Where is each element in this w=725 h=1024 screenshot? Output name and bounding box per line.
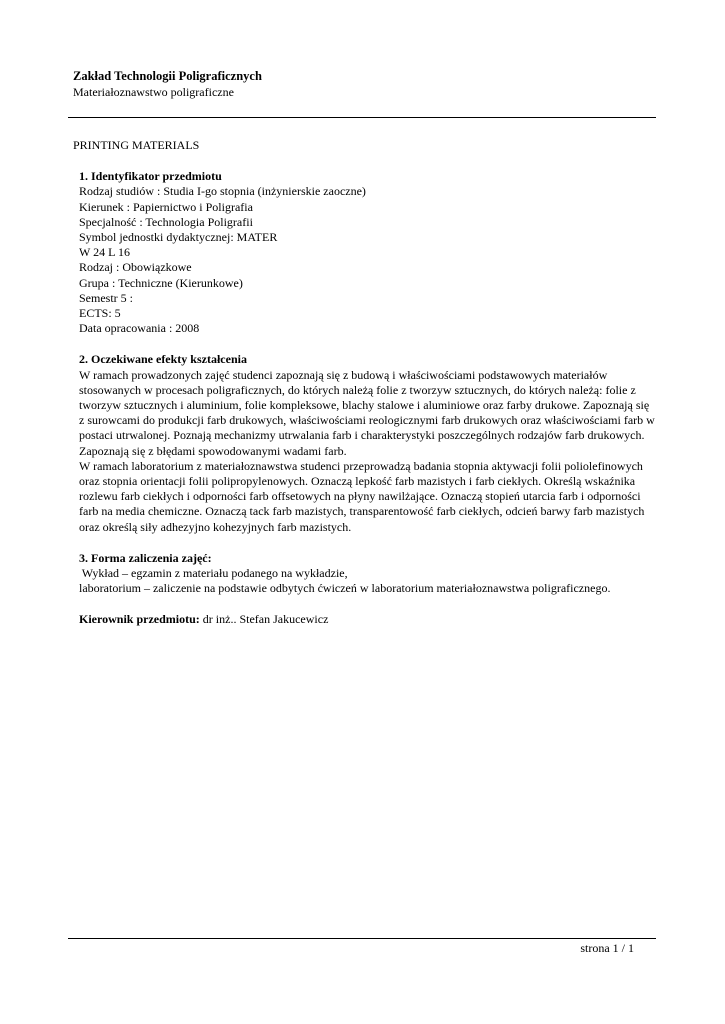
section-identifier xyxy=(79,169,655,336)
section-heading: 2. Oczekiwane efekty kształcenia xyxy=(79,352,247,367)
footer-divider xyxy=(68,938,656,939)
section-heading: 3. Forma zaliczenia zajęć: xyxy=(79,550,212,565)
field-semester: Semestr 5 : xyxy=(79,290,133,305)
field-study-type: Rodzaj studiów : Studia I-go stopnia (inżynierskie zaoczne) xyxy=(79,184,366,199)
field-unit-symbol: Symbol jednostki dydaktycznej: MATER xyxy=(79,230,278,245)
supervisor-label: Kierownik przedmiotu: xyxy=(79,612,200,627)
field-group: Grupa : Techniczne (Kierunkowe) xyxy=(79,275,243,290)
field-specialty: Specjalność : Technologia Poligrafii xyxy=(79,214,253,229)
department-title: Zakład Technologii Poligraficznych xyxy=(73,69,262,83)
section-supervisor xyxy=(79,612,655,627)
section-assessment xyxy=(79,551,655,597)
section-outcomes xyxy=(79,352,655,534)
field-hours: W 24 L 16 xyxy=(79,245,130,260)
page-number: strona 1 / 1 xyxy=(580,941,634,955)
field-direction: Kierunek : Papiernictwo i Poligrafia xyxy=(79,199,253,214)
course-subject: Materiałoznawstwo poligraficzne xyxy=(73,85,234,99)
header-divider xyxy=(68,117,656,118)
outcomes-lecture-paragraph: W ramach prowadzonych zajęć studenci zapoznają się z budową i właściwościami podstawowych materiałów stosowanych w procesach poligraficznych, do których należą folie z tworzyw sztucznych, do których należą: folie z tworzyw sztucznych i aluminium, folie kompleksowe, blachy stalowe i aluminiowe oraz farby drukowe. Zapoznają się z surowcami do produkcji farb drukowych, właściwościami reologicznymi farb drukowych oraz właściwościami farb w postaci utrwalonej. Poznają mechanizmy utrwalania farb i charakterystyki poszczególnych rodzajów farb drukowych. Zapoznają się z błędami spowodowanymi wadami farb. xyxy=(79,367,655,458)
field-date: Data opracowania : 2008 xyxy=(79,321,200,336)
assessment-lecture: Wykład – egzamin z materiału podanego na wykładzie, xyxy=(79,566,348,581)
assessment-lab: laboratorium – zaliczenie na podstawie odbytych ćwiczeń w laboratorium materiałoznawstwa poligraficznego. xyxy=(79,581,611,596)
outcomes-lab-paragraph: W ramach laboratorium z materiałoznawstwa studenci przeprowadzą badania stopnia aktywacji folii poliolefinowych oraz stopnia orientacji folii polipropylenowych. Oznaczą lepkość farb mazistych i farb ciekłych. Określą wskaźnika rozlewu farb ciekłych i odporności farb offsetowych na płyny nawilżające. Oznaczą stopień utarcia farb i odporności farb na media chemiczne. Oznaczą tack farb mazistych, transparentowość farb ciekłych, odcień barwy farb mazistych oraz określą siły adhezyjno kohezyjnych farb mazistych. xyxy=(79,458,645,534)
course-title: PRINTING MATERIALS xyxy=(73,138,200,152)
field-ects: ECTS: 5 xyxy=(79,306,121,321)
field-kind: Rodzaj : Obowiązkowe xyxy=(79,260,192,275)
document-body xyxy=(73,138,655,628)
supervisor-name: dr inż.. Stefan Jakucewicz xyxy=(199,612,329,627)
section-heading: 1. Identyfikator przedmiotu xyxy=(79,169,222,184)
